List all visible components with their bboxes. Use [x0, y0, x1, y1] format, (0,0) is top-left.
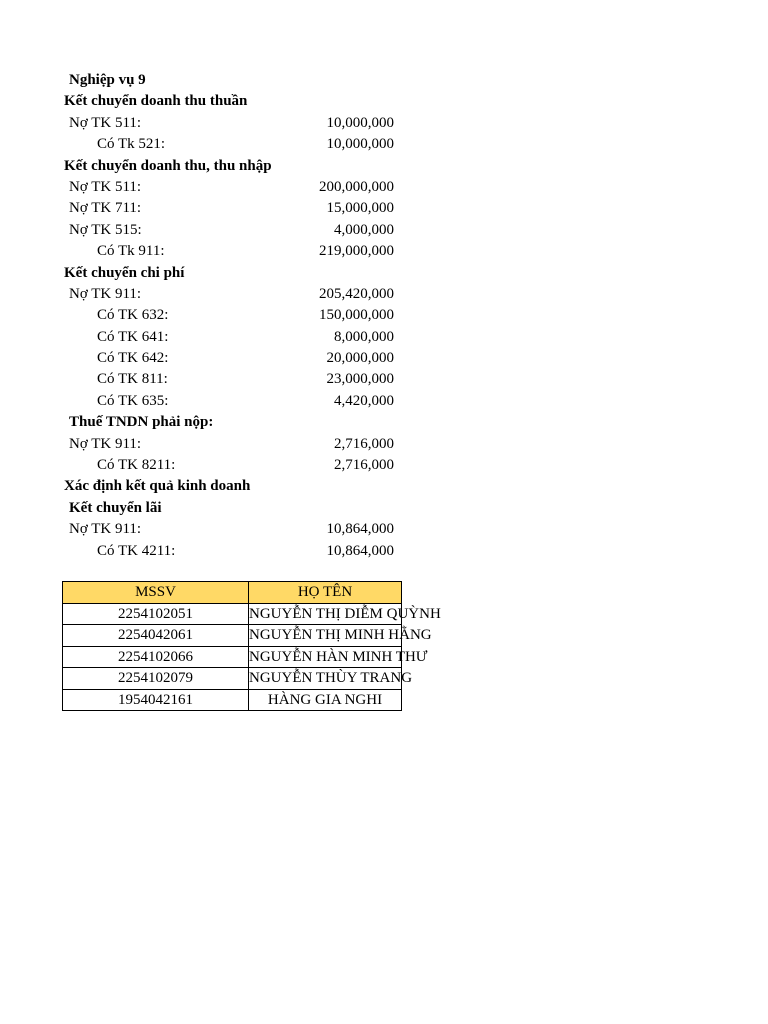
cell-ho-ten	[249, 689, 402, 711]
entry-label: Có Tk 911:	[97, 243, 165, 260]
ledger-entry	[64, 241, 404, 262]
ledger-entry	[64, 198, 404, 219]
entry-amount: 2,716,000	[334, 457, 394, 474]
table-row	[63, 646, 402, 668]
cell-mssv: 2254042061	[63, 625, 249, 647]
ledger-entry	[64, 519, 404, 540]
header-mssv: MSSV	[63, 582, 249, 604]
entry-amount: 10,000,000	[326, 114, 394, 131]
student-name: HÀNG GIA NGHI	[267, 691, 383, 708]
ledger-heading	[64, 412, 404, 433]
cell-mssv: 2254102079	[63, 668, 249, 690]
ledger-entry	[64, 455, 404, 476]
cell-ho-ten	[249, 603, 441, 625]
student-table-body	[63, 603, 441, 711]
entry-label: Kết chuyển lãi	[69, 499, 162, 516]
entry-label: Thuế TNDN phải nộp:	[69, 414, 214, 431]
ledger-heading	[64, 498, 404, 519]
ledger-entry	[64, 305, 404, 326]
student-table-header	[63, 582, 402, 604]
entry-amount: 23,000,000	[326, 371, 394, 388]
entry-label: Nợ TK 911:	[69, 521, 142, 538]
cell-mssv: 2254102051	[63, 603, 249, 625]
ledger-heading	[64, 476, 404, 497]
header-ho-ten: HỌ TÊN	[249, 582, 402, 604]
entry-amount: 4,000,000	[334, 221, 394, 238]
entry-label: Nợ TK 711:	[69, 200, 142, 217]
entry-label: Kết chuyển doanh thu, thu nhập	[64, 157, 272, 174]
cell-ho-ten	[249, 668, 413, 690]
student-name: NGUYỄN THÙY TRANG	[249, 670, 413, 687]
ledger-entry	[64, 434, 404, 455]
entry-label: Có TK 635:	[97, 392, 169, 409]
entry-label: Nợ TK 511:	[69, 114, 142, 131]
ledger-entry	[64, 284, 404, 305]
entry-amount: 4,420,000	[334, 392, 394, 409]
journal-entries	[64, 70, 404, 562]
entry-label: Nghiệp vụ 9	[69, 72, 146, 88]
entry-amount: 8,000,000	[334, 328, 394, 345]
entry-label: Xác định kết quả kinh doanh	[64, 478, 251, 495]
ledger-entry	[64, 134, 404, 155]
ledger-heading	[64, 70, 404, 91]
ledger-entry	[64, 541, 404, 562]
student-table	[62, 581, 441, 711]
entry-amount: 10,000,000	[326, 136, 394, 153]
entry-amount: 15,000,000	[326, 200, 394, 217]
table-row	[63, 668, 402, 690]
ledger-entry	[64, 177, 404, 198]
table-row	[63, 689, 402, 711]
entry-amount: 200,000,000	[319, 178, 394, 195]
entry-amount: 20,000,000	[326, 350, 394, 367]
student-name: NGUYỄN HÀN MINH THƯ	[249, 648, 428, 665]
entry-label: Có TK 811:	[97, 371, 168, 388]
entry-label: Kết chuyển doanh thu thuần	[64, 93, 248, 110]
entry-amount: 150,000,000	[319, 307, 394, 324]
entry-label: Có TK 642:	[97, 350, 169, 367]
entry-label: Nợ TK 515:	[69, 221, 142, 238]
ledger-heading	[64, 263, 404, 284]
cell-ho-ten	[249, 625, 432, 647]
cell-mssv: 1954042161	[63, 689, 249, 711]
cell-mssv: 2254102066	[63, 646, 249, 668]
ledger-entry	[64, 391, 404, 412]
entry-label: Nợ TK 511:	[69, 178, 142, 195]
ledger-entry	[64, 369, 404, 390]
table-row	[63, 625, 402, 647]
entry-amount: 10,864,000	[326, 542, 394, 559]
ledger-entry	[64, 113, 404, 134]
entry-label: Có TK 632:	[97, 307, 169, 324]
ledger-heading	[64, 156, 404, 177]
entry-label: Có Tk 521:	[97, 136, 166, 153]
ledger-entry	[64, 327, 404, 348]
entry-amount: 205,420,000	[319, 285, 394, 302]
entry-label: Nợ TK 911:	[69, 285, 142, 302]
ledger-entry	[64, 220, 404, 241]
student-name: NGUYỄN THỊ DIỄM QUỲNH	[249, 605, 441, 622]
table-row	[63, 603, 402, 625]
ledger-entry	[64, 348, 404, 369]
ledger-heading	[64, 91, 404, 112]
cell-ho-ten	[249, 646, 428, 668]
entry-label: Kết chuyển chi phí	[64, 264, 185, 281]
entry-label: Có TK 4211:	[97, 542, 176, 559]
entry-amount: 2,716,000	[334, 435, 394, 452]
entry-amount: 10,864,000	[326, 521, 394, 538]
entry-label: Có TK 641:	[97, 328, 169, 345]
entry-amount: 219,000,000	[319, 243, 394, 260]
entry-label: Có TK 8211:	[97, 457, 176, 474]
student-name: NGUYỄN THỊ MINH HẰNG	[249, 627, 432, 644]
entry-label: Nợ TK 911:	[69, 435, 142, 452]
